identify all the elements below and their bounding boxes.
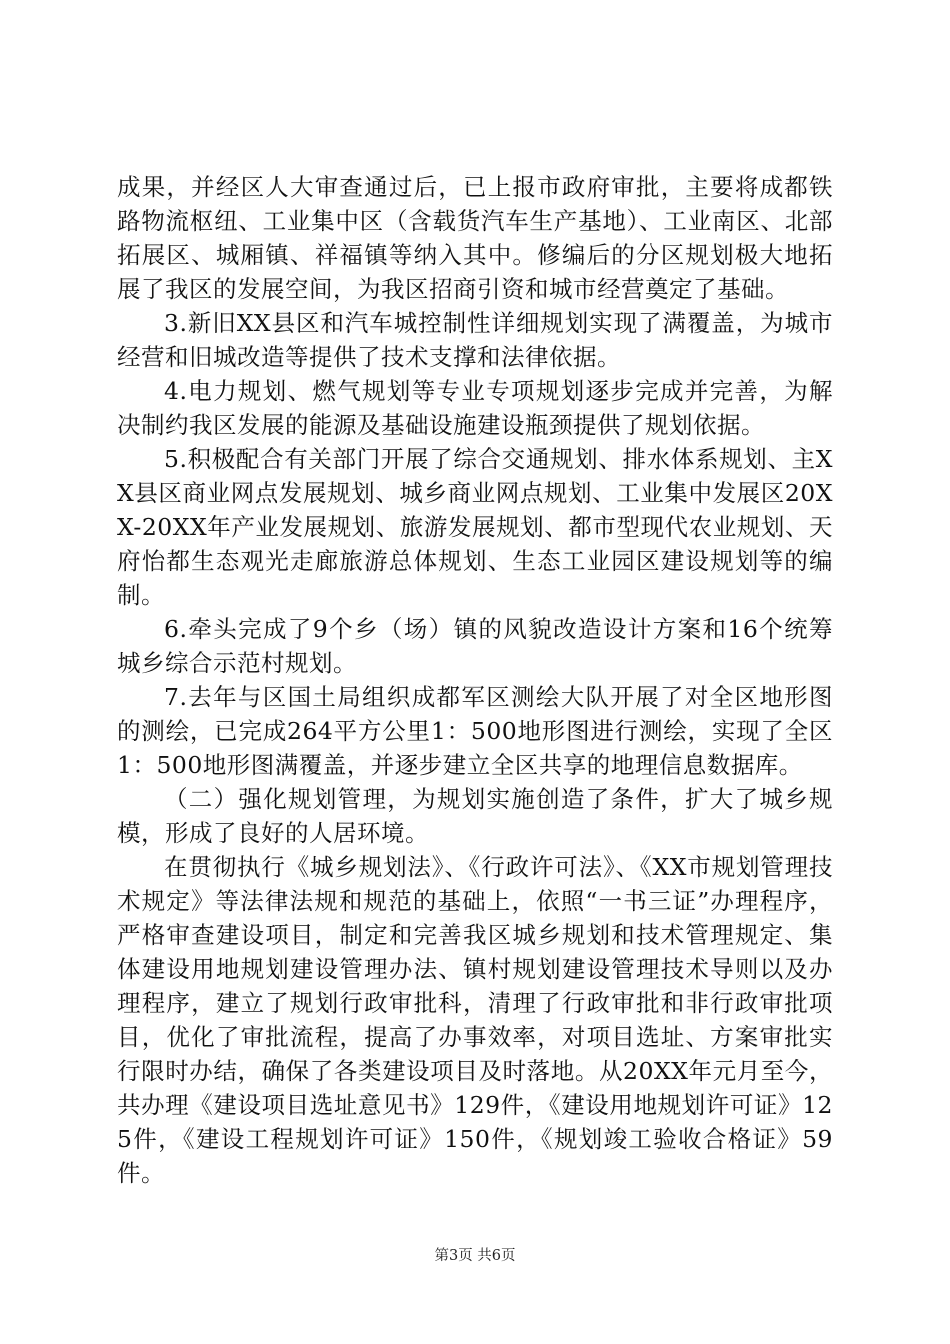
paragraph-1: 成果，并经区人大审查通过后，已上报市政府审批，主要将成都铁路物流枢纽、工业集中区（含载货汽车生产基地）、工业南区、北部拓展区、城厢镇、祥福镇等纳入其中。修编后的分区规划极大地拓展了我区的发展空间，为我区招商引资和城市经营奠定了基础。 bbox=[117, 173, 833, 303]
paragraph-3: 4.电力规划、燃气规划等专业专项规划逐步完成并完善，为解决制约我区发展的能源及基础设施建设瓶颈提供了规划依据。 bbox=[117, 377, 833, 439]
document-body bbox=[117, 170, 833, 1190]
paragraph-5: 6.牵头完成了9个乡（场）镇的风貌改造设计方案和16个统筹城乡综合示范村规划。 bbox=[117, 615, 833, 677]
paragraph-6: 7.去年与区国土局组织成都军区测绘大队开展了对全区地形图的测绘，已完成264平方公里1：500地形图进行测绘，实现了全区1：500地形图满覆盖，并逐步建立全区共享的地理信息数据库。 bbox=[117, 683, 833, 779]
paragraph-2: 3.新旧XX县区和汽车城控制性详细规划实现了满覆盖，为城市经营和旧城改造等提供了技术支撑和法律依据。 bbox=[117, 309, 833, 371]
paragraph-7: 在贯彻执行《城乡规划法》、《行政许可法》、《XX市规划管理技术规定》等法律法规和规范的基础上，依照“一书三证”办理程序，严格审查建设项目，制定和完善我区城乡规划和技术管理规定、集体建设用地规划建设管理办法、镇村规划建设管理技术导则以及办理程序，建立了规划行政审批科，清理了行政审批和非行政审批项目，优化了审批流程，提高了办事效率，对项目选址、方案审批实行限时办结，确保了各类建设项目及时落地。从20XX年元月至今，共办理《建设项目选址意见书》129件，《建设用地规划许可证》125件，《建设工程规划许可证》150件，《规划竣工验收合格证》59件。 bbox=[117, 853, 833, 1187]
page-number-footer: 第3页 共6页 bbox=[434, 1248, 516, 1264]
paragraph-4: 5.积极配合有关部门开展了综合交通规划、排水体系规划、主XX县区商业网点发展规划、城乡商业网点规划、工业集中发展区20XX-20XX年产业发展规划、旅游发展规划、都市型现代农业规划、天府怡都生态观光走廊旅游总体规划、生态工业园区建设规划等的编制。 bbox=[117, 445, 833, 609]
section-heading: （二）强化规划管理，为规划实施创造了条件，扩大了城乡规模，形成了良好的人居环境。 bbox=[117, 785, 833, 847]
